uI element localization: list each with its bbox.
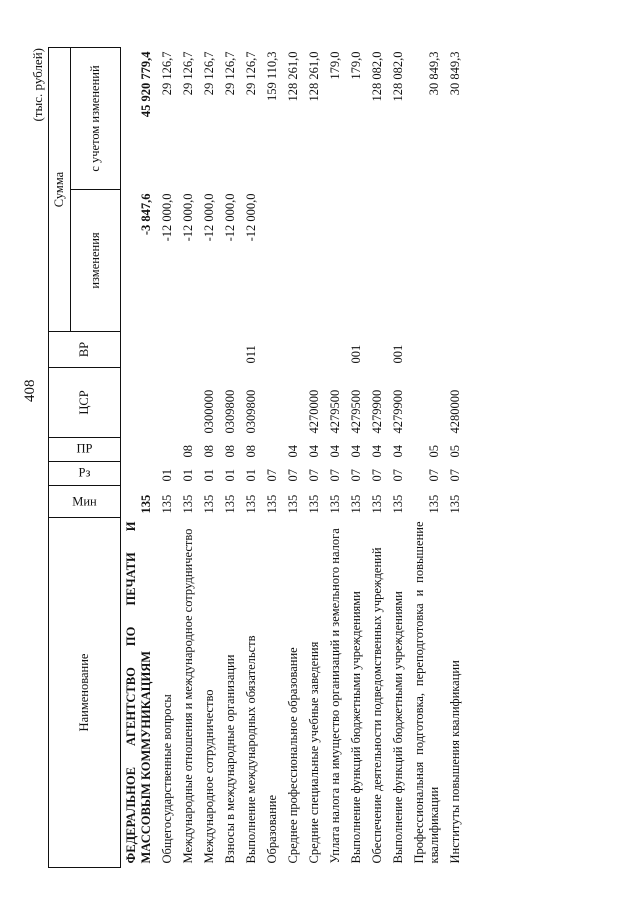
row-total: 179,0 — [349, 51, 363, 80]
row-vr — [220, 332, 241, 368]
table-row — [220, 48, 241, 868]
row-pr: 04 — [286, 445, 300, 458]
row-pr: 04 — [370, 445, 384, 458]
table-row — [367, 48, 388, 868]
row-rz: 01 — [160, 469, 174, 482]
row-change: -12 000,0 — [202, 193, 216, 242]
table-row — [388, 48, 409, 868]
row-name: Международное сотрудничество — [202, 689, 216, 864]
row-change — [388, 190, 409, 332]
row-name: Выполнение функций бюджетными учреждениями — [349, 591, 363, 864]
row-csr — [262, 368, 283, 438]
row-vr — [121, 332, 158, 368]
row-total: 45 920 779,4 — [139, 51, 153, 118]
row-rz: 01 — [223, 469, 237, 482]
header-change: изменения — [71, 190, 121, 332]
row-name: Взносы в международные организации — [223, 654, 237, 864]
header-name: Наименование — [49, 518, 121, 868]
row-change — [445, 190, 466, 332]
row-rz: 01 — [244, 469, 258, 482]
row-pr: 08 — [202, 445, 216, 458]
page-number: 408 — [22, 379, 38, 402]
row-min: 135 — [427, 494, 441, 514]
row-min: 135 — [202, 494, 216, 514]
row-min: 135 — [448, 494, 462, 514]
row-vr — [157, 332, 178, 368]
row-change: -3 847,6 — [139, 193, 153, 236]
budget-table — [48, 47, 466, 868]
row-rz: 07 — [427, 469, 441, 482]
table-row — [283, 48, 304, 868]
row-vr: 001 — [349, 344, 363, 364]
row-vr — [325, 332, 346, 368]
row-csr — [157, 368, 178, 438]
row-vr: 011 — [244, 345, 258, 364]
row-name: Средние специальные учебные заведения — [307, 641, 321, 864]
table-row — [241, 48, 262, 868]
row-pr — [121, 438, 158, 462]
row-csr: 0309800 — [223, 389, 237, 434]
row-change — [262, 190, 283, 332]
row-min: 135 — [223, 494, 237, 514]
row-name: ФЕДЕРАЛЬНОЕ АГЕНТСТВО ПО ПЕЧАТИ И МАССОВЫМ КОММУНИКАЦИЯМ — [124, 521, 153, 864]
row-csr — [409, 368, 445, 438]
row-total: 159 110,3 — [265, 51, 279, 102]
row-min: 135 — [244, 494, 258, 514]
table-header — [49, 48, 121, 868]
row-csr: 4279900 — [391, 389, 405, 434]
row-csr — [121, 368, 158, 438]
row-name: Образование — [265, 794, 279, 864]
row-rz: 01 — [181, 469, 195, 482]
header-csr: ЦСР — [49, 368, 121, 438]
row-total: 29 126,7 — [244, 51, 258, 96]
row-name: Институты повышения квалификации — [448, 660, 462, 864]
row-total: 128 082,0 — [391, 51, 405, 102]
table-row — [121, 48, 158, 868]
row-name: Среднее профессиональное образование — [286, 647, 300, 864]
row-total: 29 126,7 — [160, 51, 174, 96]
row-csr: 4280000 — [448, 389, 462, 434]
table-row — [304, 48, 325, 868]
row-pr — [157, 438, 178, 462]
row-total: 30 849,3 — [448, 51, 462, 96]
table-body — [121, 48, 467, 868]
row-change: -12 000,0 — [160, 193, 174, 242]
row-rz — [121, 462, 158, 486]
row-pr: 04 — [307, 445, 321, 458]
row-total: 29 126,7 — [223, 51, 237, 96]
row-vr — [199, 332, 220, 368]
row-csr: 4279500 — [349, 389, 363, 434]
row-rz: 07 — [286, 469, 300, 482]
row-vr — [409, 332, 445, 368]
row-csr: 4279500 — [328, 389, 342, 434]
row-change — [409, 190, 445, 332]
row-min: 135 — [265, 494, 279, 514]
row-min: 135 — [160, 494, 174, 514]
row-rz: 07 — [370, 469, 384, 482]
row-min: 135 — [328, 494, 342, 514]
row-min: 135 — [307, 494, 321, 514]
table-row — [199, 48, 220, 868]
row-csr: 0309800 — [244, 389, 258, 434]
row-pr: 04 — [391, 445, 405, 458]
row-change — [346, 190, 367, 332]
row-rz: 07 — [307, 469, 321, 482]
row-min: 135 — [370, 494, 384, 514]
header-sum: Сумма — [49, 48, 71, 332]
table-row — [325, 48, 346, 868]
row-total: 179,0 — [328, 51, 342, 80]
row-pr: 05 — [427, 445, 441, 458]
table-row — [262, 48, 283, 868]
row-name: Уплата налога на имущество организаций и земельного налога — [328, 528, 342, 864]
row-change — [304, 190, 325, 332]
row-vr — [262, 332, 283, 368]
row-vr — [283, 332, 304, 368]
header-min: Мин — [49, 486, 121, 518]
row-change: -12 000,0 — [223, 193, 237, 242]
rotated-page-content — [30, 48, 570, 868]
row-total: 30 849,3 — [427, 51, 441, 96]
header-pr: ПР — [49, 438, 121, 462]
row-csr: 4279900 — [370, 389, 384, 434]
row-pr: 04 — [328, 445, 342, 458]
table-row — [178, 48, 199, 868]
row-min: 135 — [139, 494, 153, 514]
row-pr: 08 — [181, 445, 195, 458]
row-vr: 001 — [391, 344, 405, 364]
row-min: 135 — [349, 494, 363, 514]
row-pr — [262, 438, 283, 462]
row-rz: 07 — [265, 469, 279, 482]
row-name: Выполнение функций бюджетными учреждениями — [391, 591, 405, 864]
row-pr: 08 — [223, 445, 237, 458]
row-min: 135 — [181, 494, 195, 514]
table-row — [445, 48, 466, 868]
row-pr: 04 — [349, 445, 363, 458]
header-vr: ВР — [49, 332, 121, 368]
row-csr: 0300000 — [202, 389, 216, 434]
row-vr — [367, 332, 388, 368]
row-name: Международные отношения и международное сотрудничество — [181, 528, 195, 864]
row-change — [283, 190, 304, 332]
row-vr — [304, 332, 325, 368]
table-row — [346, 48, 367, 868]
row-csr — [283, 368, 304, 438]
row-pr: 08 — [244, 445, 258, 458]
row-rz: 07 — [391, 469, 405, 482]
row-name: Выполнение международных обязательств — [244, 635, 258, 864]
row-total: 128 261,0 — [286, 51, 300, 102]
row-change: -12 000,0 — [244, 193, 258, 242]
row-change: -12 000,0 — [181, 193, 195, 242]
row-pr: 05 — [448, 445, 462, 458]
table-row — [409, 48, 445, 868]
row-vr — [445, 332, 466, 368]
units-label: (тыс. рублей) — [30, 48, 45, 122]
row-rz: 01 — [202, 469, 216, 482]
row-total: 29 126,7 — [202, 51, 216, 96]
header-with-changes: с учетом изменений — [71, 48, 121, 190]
row-name: Обеспечение деятельности подведомственных учреждений — [370, 547, 384, 864]
row-total: 29 126,7 — [181, 51, 195, 96]
header-rz: Рз — [49, 462, 121, 486]
table-row — [157, 48, 178, 868]
row-total: 128 082,0 — [370, 51, 384, 102]
row-min: 135 — [286, 494, 300, 514]
row-name: Общегосударственные вопросы — [160, 694, 174, 864]
row-rz: 07 — [349, 469, 363, 482]
row-rz: 07 — [448, 469, 462, 482]
row-name: Профессиональная подготовка, переподготовка и повышение квалификации — [412, 521, 441, 864]
row-change — [325, 190, 346, 332]
row-vr — [178, 332, 199, 368]
row-csr — [178, 368, 199, 438]
row-total: 128 261,0 — [307, 51, 321, 102]
row-rz: 07 — [328, 469, 342, 482]
row-csr: 4270000 — [307, 389, 321, 434]
row-change — [367, 190, 388, 332]
row-min: 135 — [391, 494, 405, 514]
